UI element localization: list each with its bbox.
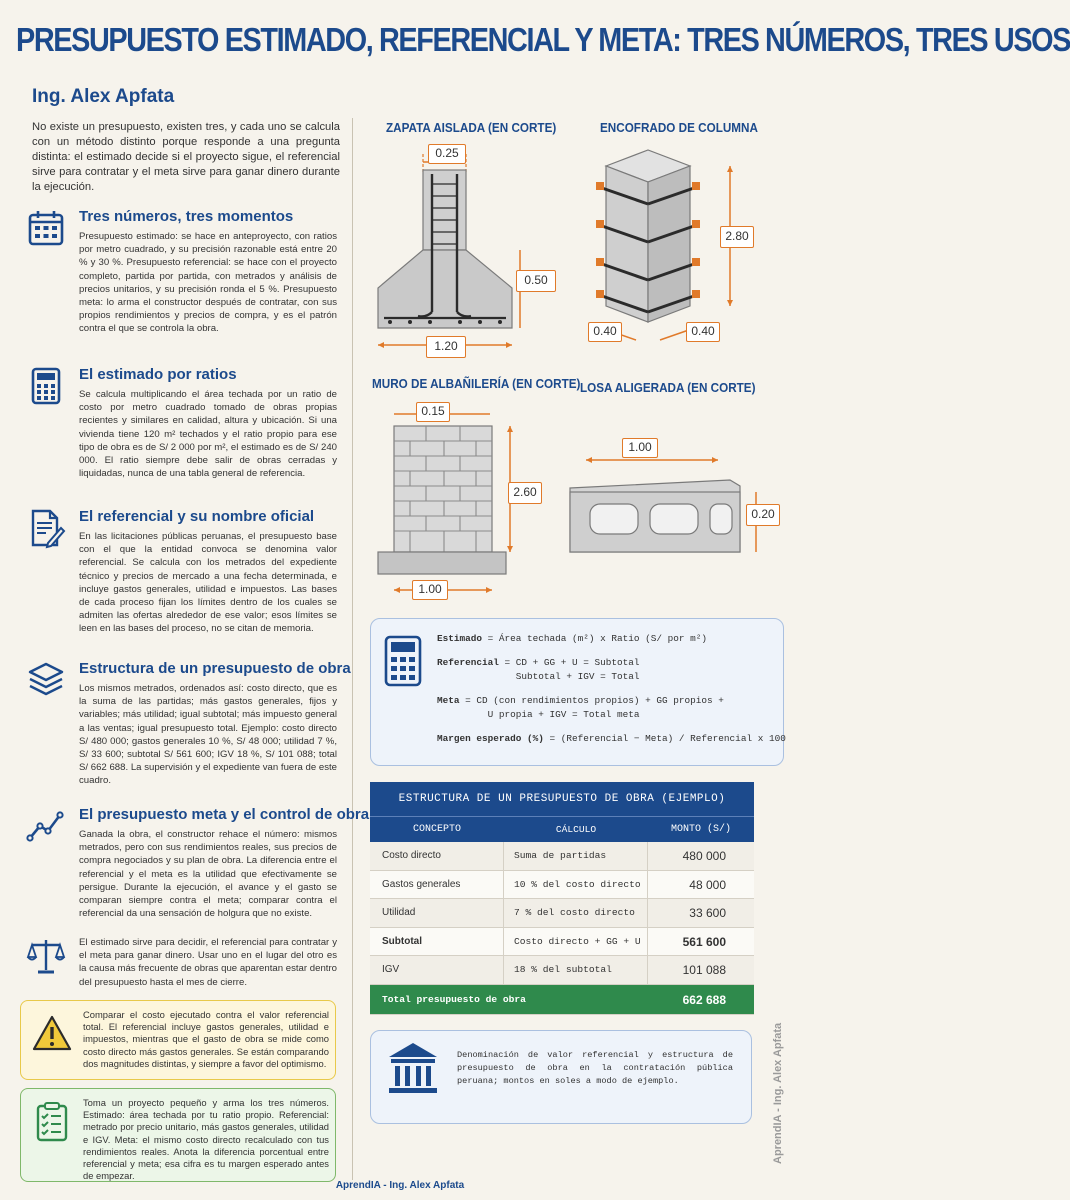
diagram-label-losa: LOSA ALIGERADA (EN CORTE) <box>580 380 756 395</box>
exercise-text: Toma un proyecto pequeño y arma los tres números. Estimado: área techada por tu ratio propio. Referencial: metrado por precio unitario, más gastos generales, utilidad e IGV. Meta: el mismo costo directo recalculado con tus rendimientos reales. Anota la diferencia porcentual entre referencial y meta; esa cifra es tu margen esperado antes de empezar. <box>83 1097 329 1182</box>
calculator-icon <box>383 635 423 687</box>
exercise-note <box>20 1088 336 1182</box>
table-row-total: Total presupuesto de obra 662 688 <box>370 985 754 1015</box>
formula-margen: Margen esperado (%) = (Referencial − Meta) / Referencial x 100 <box>437 733 786 744</box>
section-heading: El presupuesto meta y el control de obra <box>79 806 370 823</box>
losa-diagram <box>560 420 790 560</box>
formula-referencial: Referencial = CD + GG + U = Subtotal <box>437 657 640 668</box>
formula-box <box>370 618 784 766</box>
diagram-label-encofrado: ENCOFRADO DE COLUMNA <box>600 120 758 135</box>
formula-meta-2: U propia + IGV = Total meta <box>437 709 640 720</box>
section-body: Ganada la obra, el constructor rehace el número: mismos metrados, pero con sus rendimientos reales, sus precios de compra negociados y su plan de obra. La diferencia entre el referencial y el meta es la utilidad que efectivamente se persigue. Durante la ejecución, el avance y el gasto se comparan siempre contra el meta; comparar contra el referencial da una sensación de holgura que no existe. <box>79 829 337 920</box>
zapata-diagram <box>360 140 560 360</box>
diagram-label-muro: MURO DE ALBAÑILERÍA (EN CORTE) <box>372 376 581 391</box>
dim-encofrado-right: 0.40 <box>686 322 720 342</box>
section-estimado <box>26 366 340 496</box>
dim-zapata-height: 0.50 <box>516 270 556 292</box>
table-header-row <box>370 816 754 842</box>
section-heading: Estructura de un presupuesto de obra <box>79 660 351 677</box>
layers-icon <box>26 660 66 700</box>
dim-muro-top: 0.15 <box>416 402 450 422</box>
dim-muro-base: 1.00 <box>412 580 448 600</box>
government-building-icon <box>385 1039 441 1097</box>
section-referencial <box>26 508 340 658</box>
dim-zapata-top: 0.25 <box>428 144 466 164</box>
section-heading: El referencial y su nombre oficial <box>79 508 315 525</box>
section-body: El estimado sirve para decidir, el referencial para contratar y el meta para ganar dinero. Usar uno en el lugar del otro es la causa más frecuente de obras que aparentan estar dentro del presupuesto hasta el mes de cierre. <box>79 937 337 988</box>
scales-icon <box>26 936 66 976</box>
formula-referencial-2: Subtotal + IGV = Total <box>437 671 640 682</box>
section-meta <box>26 806 370 926</box>
page-title: PRESUPUESTO ESTIMADO, REFERENCIAL Y META: TRES NÚMEROS, TRES USOS <box>16 22 1070 59</box>
table-row: Utilidad 7 % del costo directo 33 600 <box>370 899 754 928</box>
section-tres-numeros <box>26 208 340 348</box>
dim-losa-width: 1.00 <box>622 438 658 458</box>
table-header: MONTO (S/) <box>670 824 731 835</box>
dim-zapata-base: 1.20 <box>426 336 466 358</box>
formula-estimado: Estimado = Área techada (m²) x Ratio (S/ por m²) <box>437 633 708 644</box>
section-heading: Tres números, tres momentos <box>79 208 294 225</box>
dim-losa-height: 0.20 <box>746 504 780 526</box>
dim-muro-height: 2.60 <box>508 482 542 504</box>
author-name: Ing. Alex Apfata <box>32 86 175 107</box>
dim-encofrado-height: 2.80 <box>720 226 754 248</box>
caption-text: Denominación de valor referencial y estructura de presupuesto de obra en la contratación pública peruana; montos en soles a modo de ejemplo. <box>457 1050 733 1086</box>
section-heading: El estimado por ratios <box>79 366 237 383</box>
table-row: IGV 18 % del subtotal 101 088 <box>370 956 754 985</box>
section-estructura <box>26 660 351 800</box>
intro-paragraph: No existe un presupuesto, existen tres, y cada uno se calcula con un método distinto porque responde a una pregunta distinta: el estimado decide si el proyecto sigue, el referencial sirve para contratar y el meta sirve para ganar dinero durante la ejecución. <box>32 121 340 193</box>
section-body: En las licitaciones públicas peruanas, el presupuesto base con el que la entidad convoca se denomina valor referencial. Se calcula con los metrados del expediente técnico y precios de mercado a una fecha determinada, e incluye gastos generales, utilidad e impuestos. Las bases de cada proceso fijan los límites dentro de los cuales se admiten las ofertas alrededor de ese valor; esos límites se leen en las bases del proceso, no se citan de memoria. <box>79 531 337 635</box>
section-conclusion <box>26 936 340 996</box>
caption-box <box>370 1030 752 1124</box>
formula-meta: Meta = CD (con rendimientos propios) + GG propios + <box>437 695 724 706</box>
warning-note <box>20 1000 336 1080</box>
section-body: Los mismos metrados, ordenados así: costo directo, que es la suma de las partidas; más gastos generales, fijos y variables; más utilidad; igual subtotal; más impuesto general a las ventas; igual presupuesto total. Ejemplo: costo directo S/ 480 000; gastos generales 10 %, S/ 48 000; utilidad 7 %, S/ 33 600; subtotal S/ 561 600; IGV 18 %, S/ 101 088; total S/ 662 688. La supervisión y el expediente van fuera de este cuadro. <box>79 683 337 787</box>
section-body: Presupuesto estimado: se hace en anteproyecto, con ratios por metro cuadrado, y su precisión razonable está entre 20 % y 30 %. Presupuesto referencial: se hace con el proyecto completo, partida por partida, con metrados y análisis de precios unitarios, y su precisión ronda el 5 %. Presupuesto meta: lo arma el constructor después de contratar, con sus propios rendimientos y precios de compra, y es el patrón contra el que se controla la obra. <box>79 231 337 335</box>
table-row-subtotal: Subtotal Costo directo + GG + U 561 600 <box>370 928 754 957</box>
dim-encofrado-left: 0.40 <box>588 322 622 342</box>
table-row: Costo directo Suma de partidas 480 000 <box>370 842 754 871</box>
side-brand: AprendIA - Ing. Alex Apfata <box>772 1022 784 1164</box>
footer-brand: AprendIA - Ing. Alex Apfata <box>335 1180 465 1191</box>
table-header: CÁLCULO <box>555 824 597 835</box>
budget-table <box>370 782 754 1015</box>
document-pen-icon <box>26 508 66 548</box>
table-header: CONCEPTO <box>412 824 461 835</box>
column-divider <box>352 118 353 1180</box>
diagram-label-zapata: ZAPATA AISLADA (EN CORTE) <box>386 120 557 135</box>
warning-text: Comparar el costo ejecutado contra el valor referencial total. El referencial incluye gastos generales, utilidad e impuestos, mientras que el gasto de obra se mide como costo directo más gastos generales. Se están comparando dos magnitudes distintas, y siempre a favor del optimismo. <box>83 1009 329 1069</box>
clipboard-check-icon <box>31 1101 73 1143</box>
warning-icon <box>31 1013 73 1055</box>
table-title: ESTRUCTURA DE UN PRESUPUESTO DE OBRA (EJEMPLO) <box>370 782 754 816</box>
section-body: Se calcula multiplicando el área techada por un ratio de costo por metro cuadrado tomado de obras propias recientes y similares en calidad, altura y ubicación. Si una vivienda tiene 120 m² techados y el ratio propio para ese tipo de obra es de S/ 2 000 por m², el estimado es de S/ 240 000. El ratio siempre debe salir de obras cerradas y liquidadas, nunca de una tabla general de referencia. <box>79 389 337 480</box>
table-row: Gastos generales 10 % del costo directo 48 000 <box>370 871 754 900</box>
calculator-icon <box>26 366 66 406</box>
trend-chart-icon <box>26 806 66 846</box>
calendar-icon <box>26 208 66 248</box>
